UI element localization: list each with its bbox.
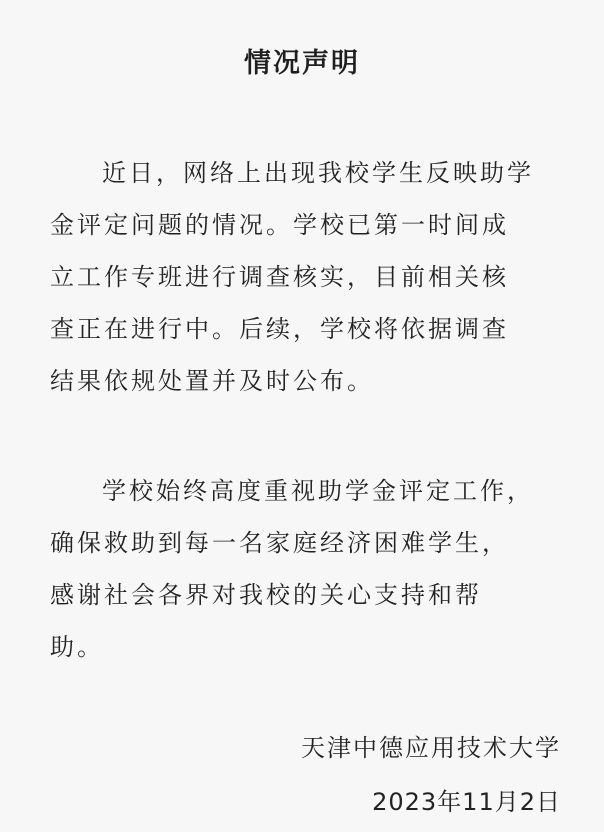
paragraph-1-line-4: 查正在进行中。后续，学校将依据调查 — [50, 315, 509, 343]
paragraph-1-line-5: 结果依规处置并及时公布。 — [50, 367, 374, 395]
signature-organization: 天津中德应用技术大学 — [301, 734, 561, 762]
paragraph-2-line-4: 助。 — [50, 633, 104, 661]
paragraph-1 — [50, 147, 570, 407]
paragraph-2-line-3: 感谢社会各界对我校的关心支持和帮 — [50, 581, 482, 609]
paragraph-1-line-3: 立工作专班进行调查核实，目前相关核 — [50, 263, 509, 291]
paragraph-1-line-1: 近日，网络上出现我校学生反映助学 — [102, 159, 534, 187]
signature-date: 2023年11月2日 — [372, 788, 561, 816]
paragraph-2-line-1: 学校始终高度重视助学金评定工作， — [102, 477, 534, 505]
statement-title: 情况声明 — [244, 48, 360, 79]
paragraph-2-line-2: 确保救助到每一名家庭经济困难学生， — [50, 529, 509, 557]
paragraph-1-line-2: 金评定问题的情况。学校已第一时间成 — [50, 211, 509, 239]
paragraph-2 — [50, 465, 570, 673]
